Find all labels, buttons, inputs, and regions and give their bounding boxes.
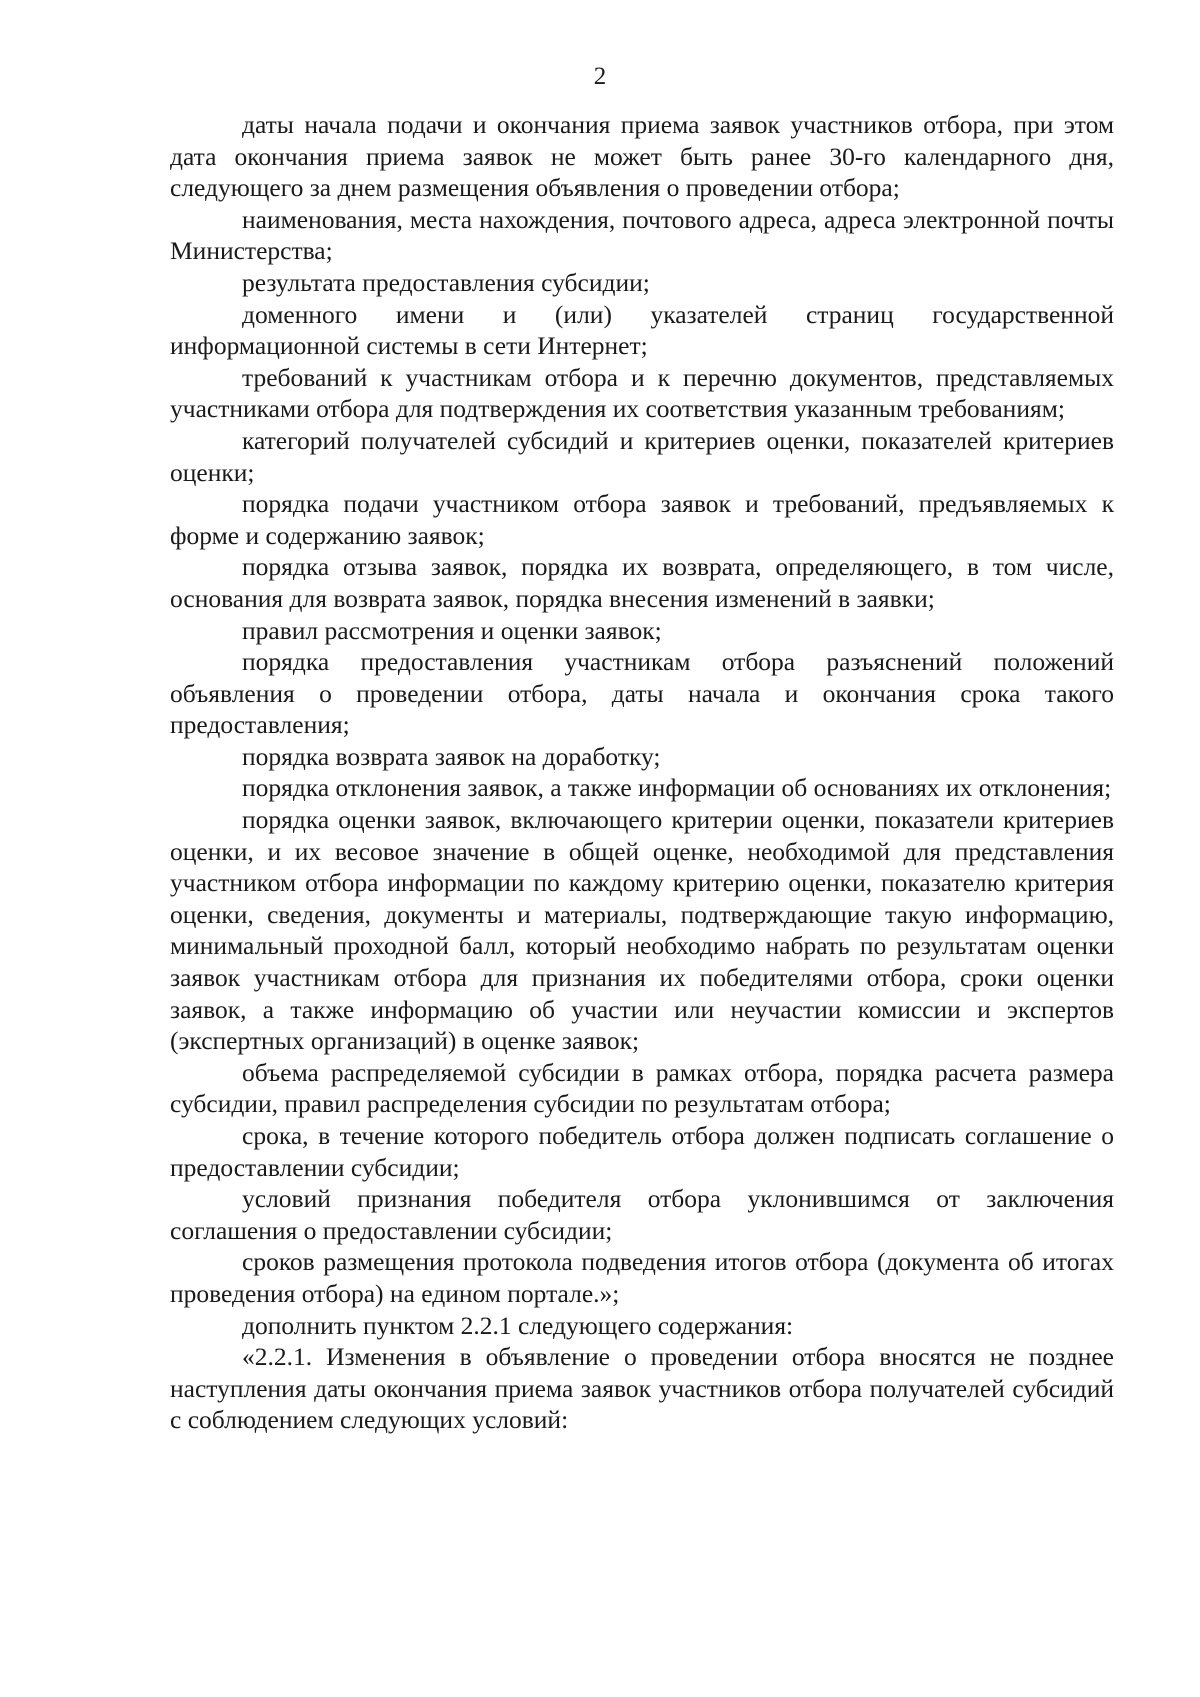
paragraph: даты начала подачи и окончания приема заявок участников отбора, при этом дата окончания приема заявок не может быть ранее 30-го календарного дня, следующего за днем размещения объявления о проведении отбора; [170, 110, 1114, 203]
paragraph: порядка отзыва заявок, порядка их возврата, определяющего, в том числе, основания для возврата заявок, порядка внесения изменений в заявки; [170, 552, 1114, 613]
paragraph: срока, в течение которого победитель отбора должен подписать соглашение о предоставлении субсидии; [170, 1121, 1114, 1182]
paragraph: «2.2.1. Изменения в объявление о проведении отбора вносятся не позднее наступления даты окончания приема заявок участников отбора получателей субсидий с соблюдением следующих условий: [170, 1342, 1114, 1435]
paragraph: порядка возврата заявок на доработку; [242, 741, 661, 771]
document-body [170, 109, 1114, 1436]
paragraph: результата предоставления субсидии; [242, 267, 650, 297]
page-number: 2 [593, 63, 607, 90]
paragraph: категорий получателей субсидий и критериев оценки, показателей критериев оценки; [170, 425, 1114, 487]
paragraph: порядка оценки заявок, включающего критерии оценки, показатели критериев оценки, и их весовое значение в общей оценке, необходимой для представления участником отбора информации по каждому критерию оценки, показателю критерия оценки, сведения, документы и материалы, подтверждающие такую информацию, минимальный проходной балл, который необходимо набрать по результатам оценки заявок участникам отбора для признания их победителями отбора, сроки оценки заявок, а также информацию об участии или неучастии комиссии и экспертов (экспертных организаций) в оценке заявок; [170, 805, 1114, 1056]
paragraph: объема распределяемой субсидии в рамках отбора, порядка расчета размера субсидии, правил распределения субсидии по результатам отбора; [170, 1057, 1114, 1119]
paragraph: порядка подачи участником отбора заявок и требований, предъявляемых к форме и содержанию заявок; [170, 489, 1114, 550]
paragraph: порядка отклонения заявок, а также информации об основаниях их отклонения; [242, 773, 1112, 803]
paragraph: требований к участникам отбора и к перечню документов, представляемых участниками отбора для подтверждения их соответствия указанным требованиям; [170, 362, 1114, 424]
paragraph: наименования, места нахождения, почтового адреса, адреса электронной почты Министерства; [170, 204, 1114, 266]
paragraph: порядка предоставления участникам отбора разъяснений положений объявления о проведении отбора, даты начала и окончания срока такого предоставления; [170, 647, 1114, 740]
paragraph: правил рассмотрения и оценки заявок; [242, 615, 662, 645]
paragraph: условий признания победителя отбора уклонившимся от заключения соглашения о предоставлении субсидии; [170, 1184, 1114, 1245]
paragraph: доменного имени и (или) указателей страниц государственной информационной системы в сети Интернет; [170, 299, 1114, 361]
paragraph: сроков размещения протокола подведения итогов отбора (документа об итогах проведения отбора) на едином портале.»; [170, 1247, 1114, 1308]
paragraph: дополнить пунктом 2.2.1 следующего содержания: [242, 1310, 794, 1340]
